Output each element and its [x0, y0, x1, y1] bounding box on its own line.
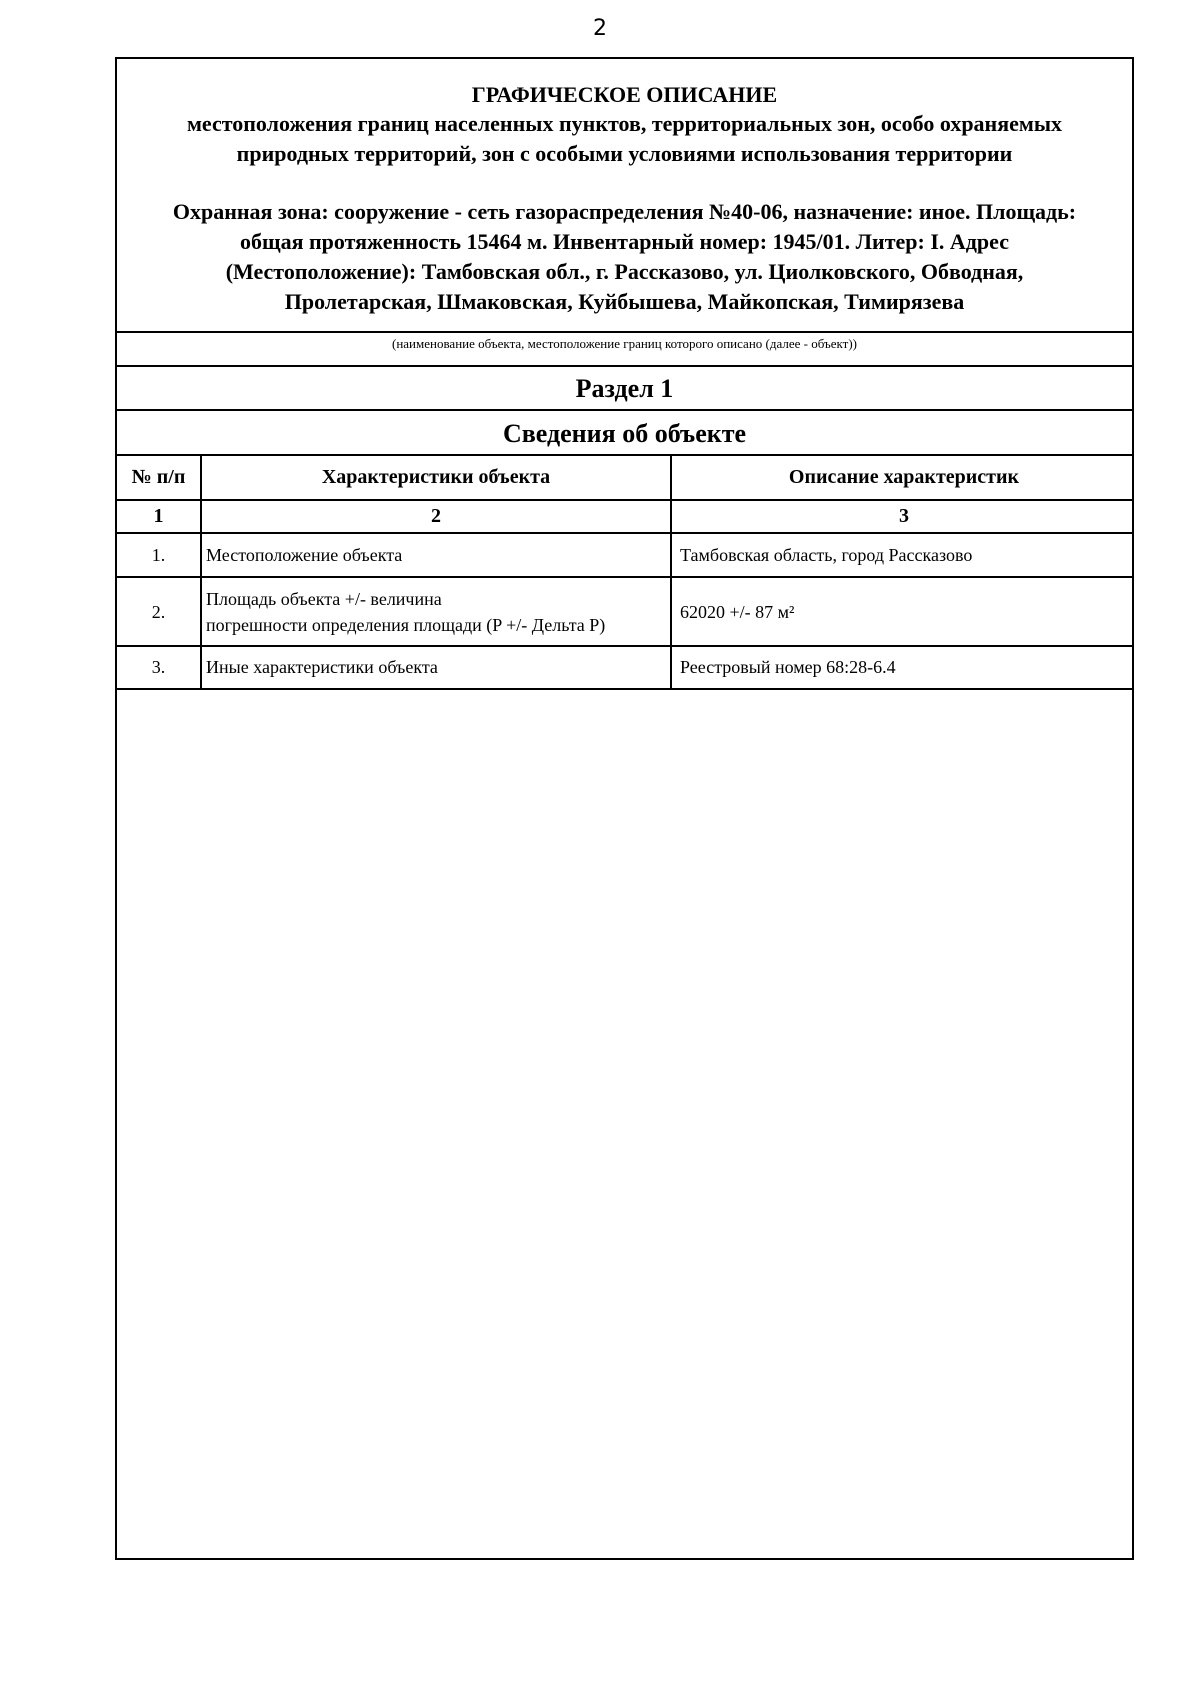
table-row [117, 577, 1132, 646]
subtitle-line-1: местоположения границ населенных пунктов, территориальных зон, особо охраняемых [186, 111, 1063, 136]
page-number: 2 [593, 16, 607, 41]
object-info-table [117, 456, 1132, 690]
table-row [117, 533, 1132, 577]
subtitle-line-2: природных территорий, зон с особыми условиями использования территории [236, 141, 1013, 166]
object-name [117, 197, 1132, 317]
document-title: ГРАФИЧЕСКОЕ ОПИСАНИЕ [471, 82, 778, 107]
row-num: 3. [117, 646, 201, 689]
document-subtitle [117, 109, 1132, 169]
row-num: 1. [117, 533, 201, 577]
header-characteristic: Характеристики объекта [201, 456, 671, 500]
document-frame [115, 57, 1134, 1560]
header-num: № п/п [117, 456, 201, 500]
column-number-1: 1 [117, 500, 201, 533]
row-num: 2. [117, 577, 201, 646]
section-label: Раздел 1 [117, 367, 1132, 411]
table-header-row [117, 456, 1132, 500]
row-characteristic-line-2: погрешности определения площади (P +/- Дельта P) [206, 614, 606, 635]
column-number-3: 3 [671, 500, 1132, 533]
row-characteristic [201, 577, 671, 646]
header-description: Описание характеристик [671, 456, 1132, 500]
table-row [117, 646, 1132, 689]
table-column-numbers-row [117, 500, 1132, 533]
object-line-1: Охранная зона: сооружение - сеть газораспределения №40-06, назначение: иное. Площадь: [172, 199, 1077, 224]
row-characteristic-line-1: Площадь объекта +/- величина [206, 588, 442, 609]
object-line-2: общая протяженность 15464 м. Инвентарный номер: 1945/01. Литер: I. Адрес [240, 229, 1009, 254]
section-title: Сведения об объекте [117, 411, 1132, 456]
object-line-4: Пролетарская, Шмаковская, Куйбышева, Майкопская, Тимирязева [284, 289, 965, 314]
column-number-2: 2 [201, 500, 671, 533]
object-caption: (наименование объекта, местоположение границ которого описано (далее - объект)) [117, 333, 1132, 367]
row-description: 62020 +/- 87 м² [671, 577, 1132, 646]
document-header [117, 59, 1132, 333]
row-description: Тамбовская область, город Рассказово [671, 533, 1132, 577]
row-description: Реестровый номер 68:28-6.4 [671, 646, 1132, 689]
row-characteristic: Иные характеристики объекта [201, 646, 671, 689]
row-characteristic: Местоположение объекта [201, 533, 671, 577]
object-line-3: (Местоположение): Тамбовская обл., г. Рассказово, ул. Циолковского, Обводная, [225, 259, 1024, 284]
